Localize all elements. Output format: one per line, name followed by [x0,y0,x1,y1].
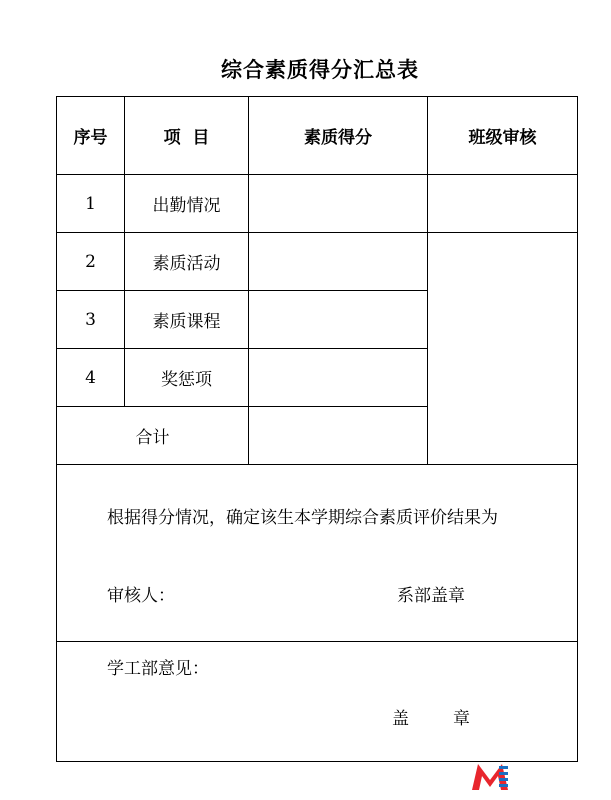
reviewer-label: 审核人： [107,586,175,606]
student-affairs-cell[interactable] [57,642,578,762]
row-number: 4 [57,349,125,407]
row-item: 素质活动 [125,233,249,291]
total-label: 合计 [57,407,249,465]
row-item: 素质课程 [125,291,249,349]
score-cell[interactable] [249,233,428,291]
seal-char-2: 章 [453,709,470,729]
review-cell-merged[interactable] [428,233,578,465]
review-cell[interactable] [428,175,578,233]
header-no: 序号 [57,97,125,175]
row-number: 1 [57,175,125,233]
dept-seal-label: 系部盖章 [397,586,465,606]
page-title: 综合素质得分汇总表 [221,58,419,82]
header-review: 班级审核 [428,97,578,175]
header-item: 项 目 [125,97,249,175]
row-number: 2 [57,233,125,291]
watermark-logo-icon [470,760,510,792]
opinion-label: 学工部意见： [107,659,209,679]
table-row [57,233,578,291]
table-row [57,175,578,233]
row-item: 出勤情况 [125,175,249,233]
row-item: 奖惩项 [125,349,249,407]
evaluation-cell[interactable] [57,465,578,642]
score-cell[interactable] [249,291,428,349]
evaluation-statement: 根据得分情况，确定该生本学期综合素质评价结果为 [107,508,498,528]
header-score: 素质得分 [249,97,428,175]
row-number: 3 [57,291,125,349]
summary-table [56,96,578,762]
table-header-row [57,97,578,175]
student-affairs-row [57,642,578,762]
total-score-cell[interactable] [249,407,428,465]
score-cell[interactable] [249,175,428,233]
evaluation-row [57,465,578,642]
score-cell[interactable] [249,349,428,407]
seal-char-1: 盖 [392,709,409,729]
